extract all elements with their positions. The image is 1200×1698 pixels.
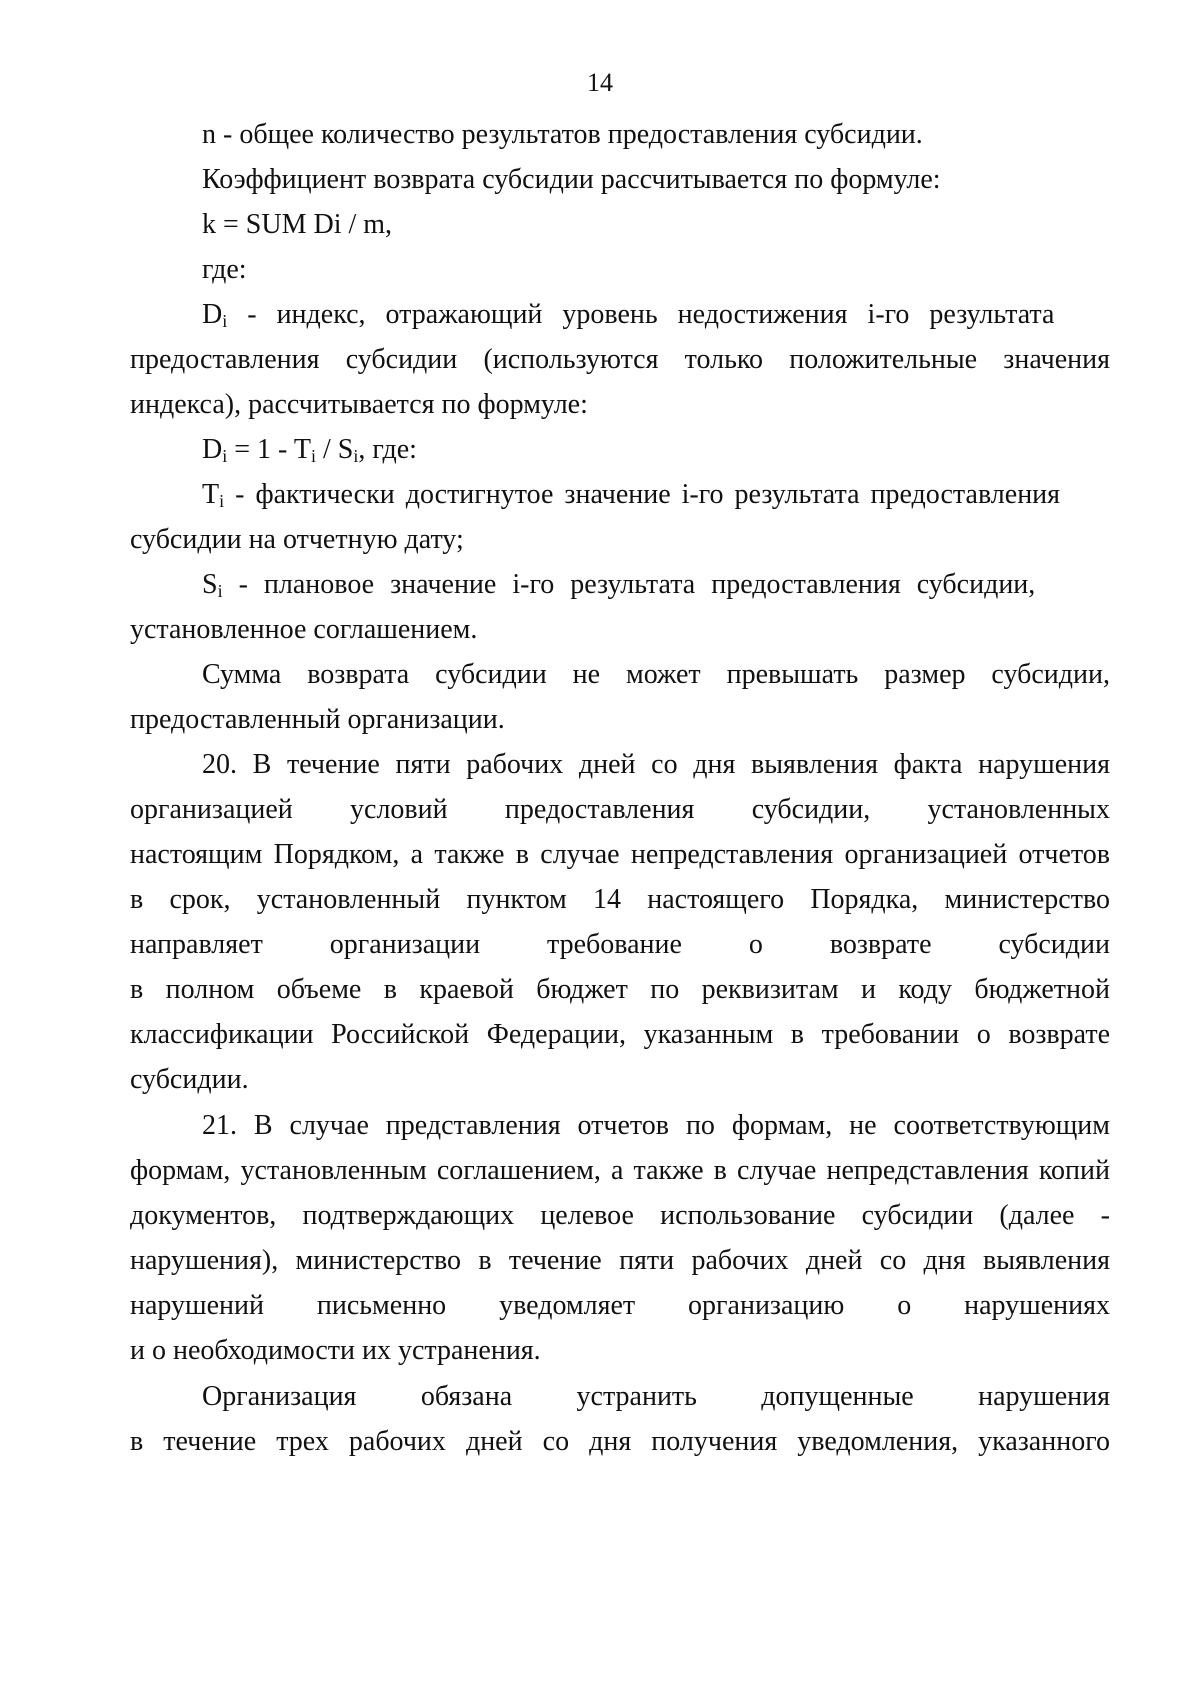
text-line: в полном объеме в краевой бюджет по реквизитам и коду бюджетной (130, 974, 1110, 1005)
text-line: Организация обязана устранить допущенные нарушения (202, 1381, 1110, 1412)
subscript-i: i (353, 446, 359, 466)
text-line: предоставления субсидии (используются только положительные значения (130, 344, 1110, 375)
text-line: документов, подтверждающих целевое использование субсидии (далее - (130, 1200, 1110, 1231)
symbol-d: D (202, 299, 223, 330)
text-line: индекса), рассчитывается по формуле: (130, 389, 588, 420)
formula-part: , где: (358, 434, 417, 465)
definition-text: - фактически достигнутое значение i-го результата предоставления (224, 479, 1061, 510)
text-line: настоящим Порядком, а также в случае непредставления организацией отчетов (130, 839, 1110, 870)
paragraph-20-start: 20. В течение пяти рабочих дней со дня выявления факта нарушения (202, 749, 1110, 780)
text-line: субсидии на отчетную дату; (130, 524, 464, 555)
text-line: Коэффициент возврата субсидии рассчитывается по формуле: (202, 164, 941, 195)
text-line: формам, установленным соглашением, а также в случае непредставления копий (130, 1155, 1110, 1186)
text-line: нарушения), министерство в течение пяти рабочих дней со дня выявления (130, 1245, 1110, 1276)
definition-text: - индекс, отражающий уровень недостижения i-го результата (227, 299, 1055, 330)
text-line: установленное соглашением. (130, 614, 478, 645)
subscript-i: i (222, 311, 228, 331)
text-line: Сумма возврата субсидии не может превышать размер субсидии, (202, 659, 1110, 690)
text-line: в срок, установленный пунктом 14 настоящего Порядка, министерство (130, 884, 1110, 915)
text-line: в течение трех рабочих дней со дня получения уведомления, указанного (130, 1426, 1110, 1457)
text-line: и о необходимости их устранения. (130, 1335, 541, 1366)
subscript-i: i (222, 446, 228, 466)
formula-di (202, 433, 1110, 467)
text-line: предоставленный организации. (130, 704, 505, 735)
page-number: 14 (587, 68, 613, 97)
text-line: субсидии. (130, 1064, 249, 1095)
text-line: направляет организации требование о возврате субсидии (130, 929, 1110, 960)
definition-text: - плановое значение i-го результата предоставления субсидии, (222, 569, 1036, 600)
formula-part: = 1 - T (227, 434, 311, 465)
symbol-t: T (202, 479, 220, 510)
text-line: организацией условий предоставления субсидии, установленных (130, 794, 1110, 825)
text-line: где: (202, 254, 247, 285)
formula-part: / S (315, 434, 354, 465)
text-line: n - общее количество результатов предоставления субсидии. (202, 119, 923, 150)
symbol-s: S (202, 569, 218, 600)
text-line: классификации Российской Федерации, указанным в требовании о возврате (130, 1019, 1110, 1050)
paragraph-21-start: 21. В случае представления отчетов по формам, не соответствующим (202, 1110, 1110, 1141)
subscript-i: i (219, 491, 225, 511)
definition-si (202, 568, 1110, 602)
symbol-d: D (202, 434, 223, 465)
definition-ti (202, 478, 1110, 512)
definition-di (202, 298, 1110, 332)
subscript-i: i (310, 446, 316, 466)
formula-k: k = SUM Di / m, (202, 209, 393, 240)
subscript-i: i (217, 581, 223, 601)
text-line: нарушений письменно уведомляет организацию о нарушениях (130, 1290, 1110, 1321)
